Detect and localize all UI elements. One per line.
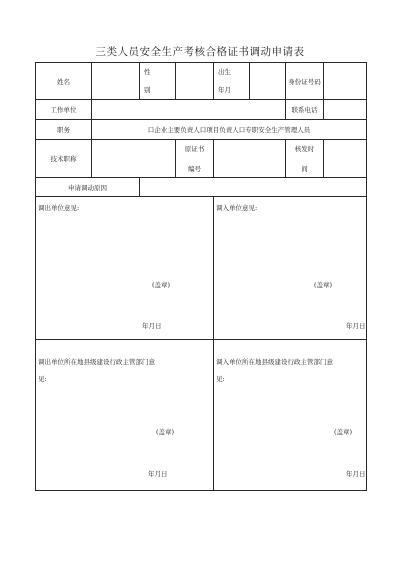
out-dept-seal-text: (盖章): [156, 428, 175, 436]
in-unit-opinion-box[interactable]: [214, 197, 367, 340]
out-unit-opinion-label: 调出单位意见:: [38, 204, 80, 212]
out-dept-opinion-line1: 调出单位所在地县级建设行政主管部门意: [38, 358, 155, 366]
row-certificate: [36, 140, 367, 178]
tech-title-label: 技术职称: [36, 140, 92, 178]
name-field[interactable]: [92, 63, 140, 100]
row-position: [36, 120, 367, 140]
in-dept-date-text: 年月日: [346, 470, 366, 478]
phone-field[interactable]: [324, 100, 367, 120]
out-dept-opinion-label: [38, 356, 155, 386]
phone-label: 联系电话: [286, 100, 324, 120]
out-unit-seal-text: (盖章): [152, 281, 171, 289]
in-dept-opinion-line1: 调入单位所在地县级建设行政主管部门意: [216, 358, 333, 366]
in-unit-seal-text: (盖章): [314, 281, 333, 289]
out-dept-date-text: 年月日: [148, 470, 168, 478]
out-dept-opinion-box[interactable]: [36, 340, 214, 491]
in-dept-seal-text: (盖章): [334, 428, 353, 436]
tech-title-field[interactable]: [92, 140, 176, 178]
row-personal-info: [36, 63, 367, 100]
application-form-table: [35, 62, 367, 491]
in-dept-opinion-label: [216, 356, 333, 386]
in-unit-date-text: 年月日: [346, 322, 366, 330]
id-number-label: 身份证号码: [286, 63, 324, 100]
reason-field[interactable]: [140, 178, 367, 197]
in-unit-opinion-label: 调入单位意见:: [216, 204, 258, 212]
in-dept-opinion-box[interactable]: [214, 340, 367, 491]
reason-label: 申请调动原因: [36, 178, 140, 197]
issue-date-field[interactable]: [324, 140, 367, 178]
form-title: 三类人员安全生产考核合格证书调动申请表: [95, 46, 305, 58]
out-unit-opinion-box[interactable]: [36, 197, 214, 340]
issue-date-label-line2: 间: [301, 164, 308, 173]
cert-no-label-line2: 编号: [188, 164, 201, 173]
birth-label: [214, 63, 250, 100]
gender-label-line1: 性: [144, 68, 151, 76]
gender-label-line2: 别: [144, 86, 151, 94]
out-unit-date-text: 年月日: [142, 322, 162, 330]
gender-label: [140, 63, 176, 100]
row-reason: [36, 178, 367, 197]
work-unit-field[interactable]: [92, 100, 286, 120]
issue-date-label: [286, 140, 324, 178]
birth-label-line2: 年月: [218, 86, 231, 94]
birth-field[interactable]: [250, 63, 286, 100]
gender-field[interactable]: [176, 63, 214, 100]
row-unit-opinions: [36, 197, 367, 340]
work-unit-label: 工作单位: [36, 100, 92, 120]
birth-label-line1: 出生: [218, 68, 231, 76]
position-label: 职务: [36, 120, 92, 140]
cert-no-label: [176, 140, 214, 178]
id-number-field[interactable]: [324, 63, 367, 100]
issue-date-label-line1: 核发时: [294, 144, 315, 153]
position-options[interactable]: 口企业主要负责人口项目负责人口专职安全生产管理人员: [92, 120, 367, 140]
in-dept-opinion-line2: 见:: [216, 375, 225, 383]
row-department-opinions: [36, 340, 367, 491]
row-work-unit: [36, 100, 367, 120]
name-label: 姓名: [36, 63, 92, 100]
cert-no-label-line1: 原证书: [184, 144, 205, 153]
cert-no-field[interactable]: [214, 140, 286, 178]
out-dept-opinion-line2: 见:: [38, 375, 47, 383]
